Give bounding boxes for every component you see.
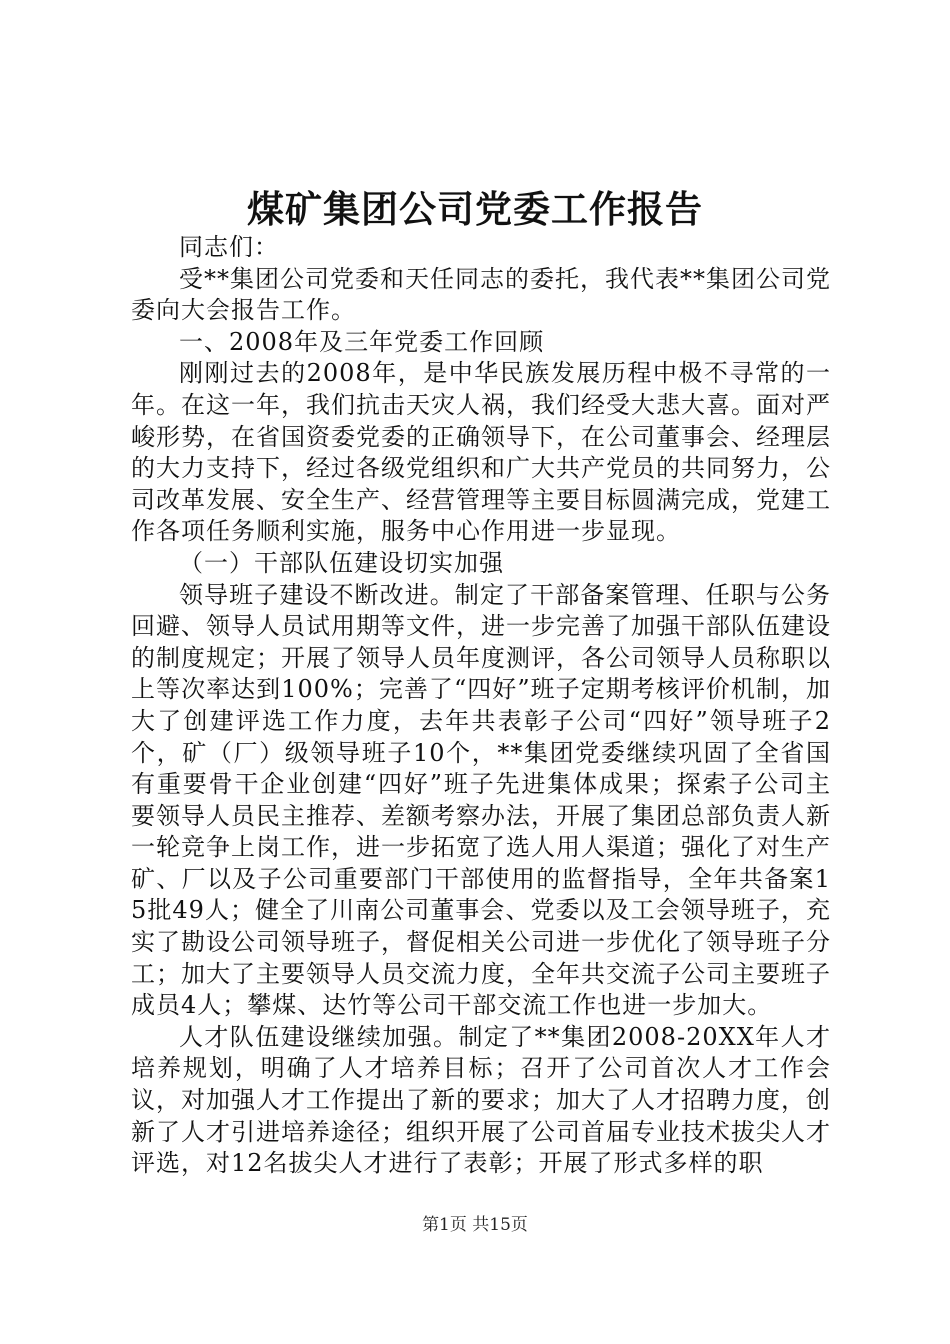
salutation: 同志们： <box>179 233 279 261</box>
talent-paragraph: 人才队伍建设继续加强。制定了**集团2008-20XX年人才培养规划，明确了人才培养目标；召开了公司首次人才工作会议，对加强人才工作提出了新的要求；加大了人才招聘力度，创新了人才引进培养途径；组织开展了公司首届专业技术拔尖人才评选，对12名拔尖人才进行了表彰；开展了形式多样的职 <box>131 1022 831 1178</box>
intro-paragraph: 受**集团公司党委和天任同志的委托，我代表**集团公司党委向大会报告工作。 <box>131 264 831 325</box>
leadership-paragraph: 领导班子建设不断改进。制定了干部备案管理、任职与公务回避、领导人员试用期等文件，进一步完善了加强干部队伍建设的制度规定；开展了领导人员年度测评，各公司领导人员称职以上等次率达到100%；完善了“四好”班子定期考核评价机制，加大了创建评选工作力度，去年共表彰子公司“四好”领导班子2个，矿（厂）级领导班子10个，**集团党委继续巩固了全省国有重要骨干企业创建“四好”班子先进集体成果；探索子公司主要领导人员民主推荐、差额考察办法，开展了集团总部负责人新一轮竞争上岗工作，进一步拓宽了选人用人渠道；强化了对生产矿、厂以及子公司重要部门干部使用的监督指导，全年共备案15批49人；健全了川南公司董事会、党委以及工会领导班子，充实了勘设公司领导班子，督促相关公司进一步优化了领导班子分工；加大了主要领导人员交流力度，全年共交流子公司主要班子成员4人；攀煤、达竹等公司干部交流工作也进一步加大。 <box>131 580 831 1020</box>
section-heading: 一、2008年及三年党委工作回顾 <box>179 327 545 356</box>
page-number-footer: 第1页 共15页 <box>422 1215 528 1235</box>
review-paragraph: 刚刚过去的2008年，是中华民族发展历程中极不寻常的一年。在这一年，我们抗击天灾人祸，我们经受大悲大喜。面对严峻形势，在省国资委党委的正确领导下，在公司董事会、经理层的大力支持下，经过各级党组织和广大共产党员的共同努力，公司改革发展、安全生产、经营管理等主要目标圆满完成，党建工作各项任务顺利实施，服务中心作用进一步显现。 <box>131 359 831 546</box>
document-body <box>131 232 831 1180</box>
subsection-heading: （一）干部队伍建设切实加强 <box>179 548 504 577</box>
document-title: 煤矿集团公司党委工作报告 <box>247 187 703 231</box>
